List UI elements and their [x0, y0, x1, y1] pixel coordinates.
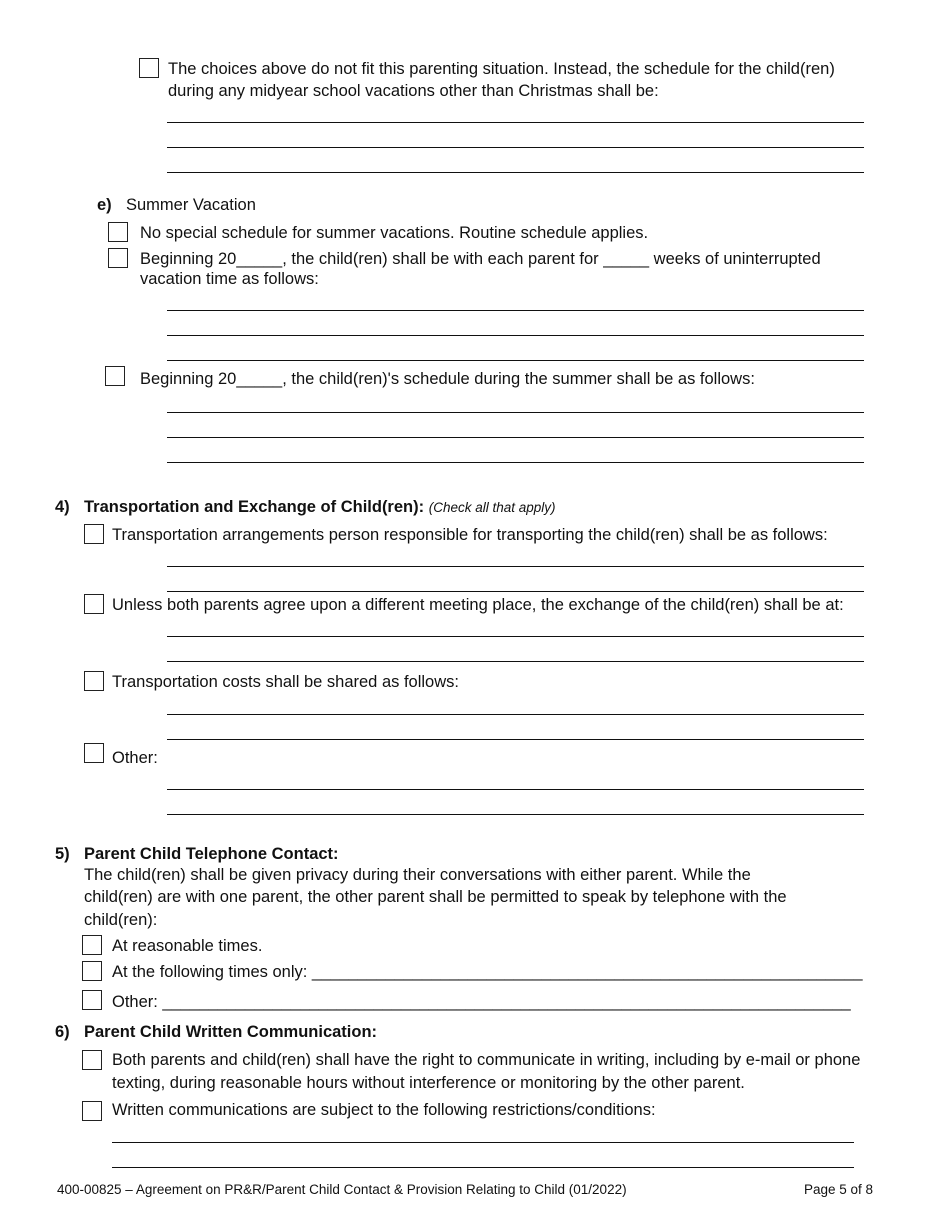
summer-weeks-fill-line[interactable]	[167, 310, 864, 311]
summer-schedule-fill-line[interactable]	[167, 462, 864, 463]
telephone-other-text: Other: ___________________________________________________________________________	[112, 993, 851, 1011]
telephone-other-checkbox[interactable]	[82, 990, 102, 1010]
transport-number: 4)	[55, 498, 70, 516]
written-number: 6)	[55, 1023, 70, 1041]
midyear-other-text-line2: during any midyear school vacations other than Christmas shall be:	[168, 82, 659, 100]
summer-weeks-fill-line[interactable]	[167, 335, 864, 336]
transport-other-fill-line[interactable]	[167, 789, 864, 790]
midyear-fill-line[interactable]	[167, 147, 864, 148]
transport-exchange-fill-line[interactable]	[167, 636, 864, 637]
transport-costs-fill-line[interactable]	[167, 714, 864, 715]
transport-costs-checkbox[interactable]	[84, 671, 104, 691]
telephone-reasonable-text: At reasonable times.	[112, 937, 263, 955]
telephone-following-text: At the following times only: ____________________________________________________________	[112, 963, 863, 981]
midyear-fill-line[interactable]	[167, 172, 864, 173]
midyear-other-text-line1: The choices above do not fit this parenting situation. Instead, the schedule for the child(ren)	[168, 60, 835, 78]
transport-arrangements-text: Transportation arrangements person responsible for transporting the child(ren) shall be as follows:	[112, 526, 828, 544]
summer-no-special-checkbox[interactable]	[108, 222, 128, 242]
written-both-checkbox[interactable]	[82, 1050, 102, 1070]
written-restrictions-fill-line[interactable]	[112, 1142, 854, 1143]
footer-page-number: Page 5 of 8	[804, 1182, 874, 1197]
transport-other-fill-line[interactable]	[167, 814, 864, 815]
transport-exchange-fill-line[interactable]	[167, 661, 864, 662]
transport-arrangements-checkbox[interactable]	[84, 524, 104, 544]
telephone-number: 5)	[55, 845, 70, 863]
summer-weeks-text-line1: Beginning 20_____, the child(ren) shall be with each parent for _____ weeks of uninterrupted	[140, 250, 821, 268]
transport-costs-text: Transportation costs shall be shared as follows:	[112, 673, 459, 691]
midyear-fill-line[interactable]	[167, 122, 864, 123]
summer-no-special-text: No special schedule for summer vacations. Routine schedule applies.	[140, 224, 649, 242]
written-restrictions-text: Written communications are subject to the following restrictions/conditions:	[112, 1101, 656, 1119]
written-restrictions-checkbox[interactable]	[82, 1101, 102, 1121]
summer-schedule-fill-line[interactable]	[167, 437, 864, 438]
summer-schedule-fill-line[interactable]	[167, 412, 864, 413]
transport-exchange-text: Unless both parents agree upon a different meeting place, the exchange of the child(ren) shall be at:	[112, 596, 844, 614]
transport-title: Transportation and Exchange of Child(ren):	[84, 498, 425, 516]
summer-schedule-text: Beginning 20_____, the child(ren)'s schedule during the summer shall be as follows:	[140, 370, 755, 388]
summer-weeks-text-line2: vacation time as follows:	[140, 270, 319, 288]
transport-arrangements-fill-line[interactable]	[167, 566, 864, 567]
written-title: Parent Child Written Communication:	[84, 1023, 378, 1041]
midyear-other-checkbox[interactable]	[139, 58, 159, 78]
transport-other-text: Other:	[112, 749, 158, 767]
telephone-reasonable-checkbox[interactable]	[82, 935, 102, 955]
transport-other-checkbox[interactable]	[84, 743, 104, 763]
transport-exchange-checkbox[interactable]	[84, 594, 104, 614]
transport-arrangements-fill-line[interactable]	[167, 591, 864, 592]
transport-costs-fill-line[interactable]	[167, 739, 864, 740]
telephone-body-line2: child(ren) are with one parent, the other parent shall be permitted to speak by telephone with the	[84, 888, 787, 906]
written-both-text-line1: Both parents and child(ren) shall have the right to communicate in writing, including by e-mail or phone	[112, 1051, 861, 1069]
written-both-text-line2: texting, during reasonable hours without interference or monitoring by the other parent.	[112, 1074, 745, 1092]
telephone-body-line3: child(ren):	[84, 911, 158, 929]
telephone-title: Parent Child Telephone Contact:	[84, 845, 339, 863]
transport-heading	[84, 498, 556, 517]
telephone-following-checkbox[interactable]	[82, 961, 102, 981]
transport-note: (Check all that apply)	[428, 500, 556, 515]
summer-schedule-checkbox[interactable]	[105, 366, 125, 386]
summer-weeks-checkbox[interactable]	[108, 248, 128, 268]
telephone-body-line1: The child(ren) shall be given privacy during their conversations with either parent. While the	[84, 866, 751, 884]
summer-letter: e)	[97, 196, 112, 214]
written-restrictions-fill-line[interactable]	[112, 1167, 854, 1168]
summer-weeks-fill-line[interactable]	[167, 360, 864, 361]
summer-title: Summer Vacation	[126, 196, 256, 214]
footer-form-id: 400-00825 – Agreement on PR&R/Parent Child Contact & Provision Relating to Child (01/2022)	[57, 1182, 627, 1197]
